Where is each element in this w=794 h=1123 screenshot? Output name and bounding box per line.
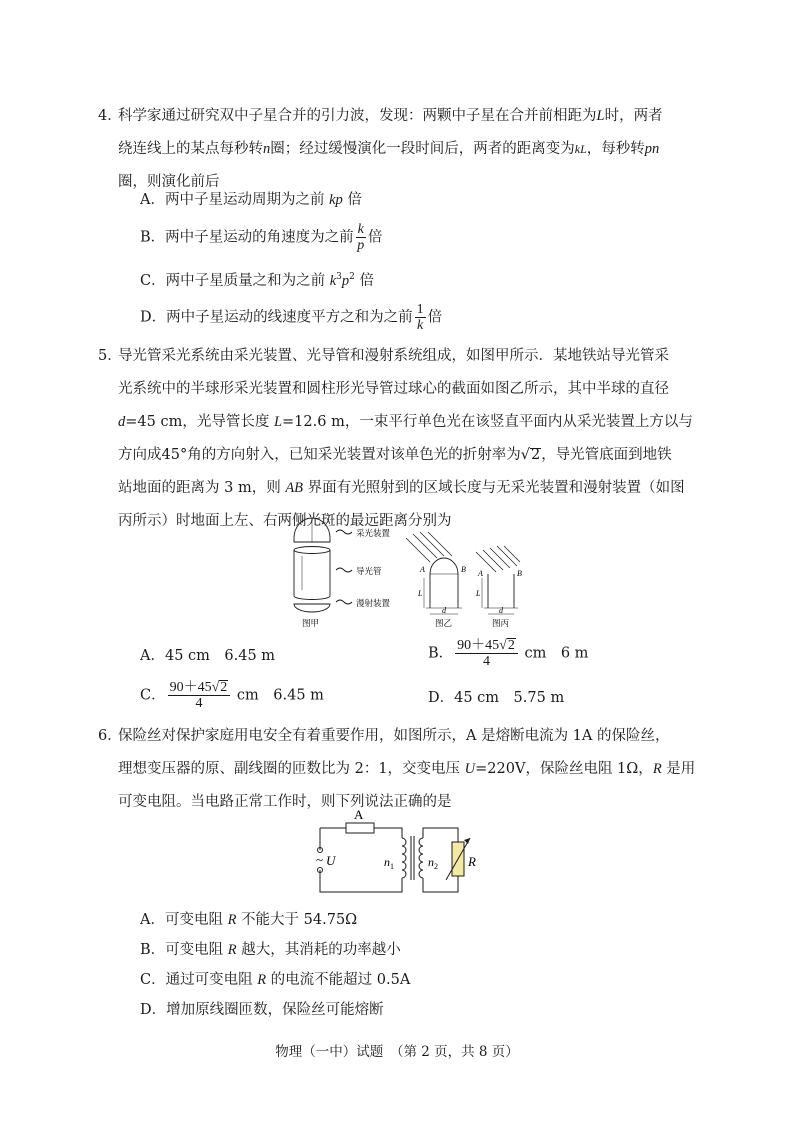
- q5-line-3: d=45 cm，光导管长度 L=12.6 m，一束平行单色光在该竖直平面内从采光装置上方以与: [118, 414, 693, 430]
- n2-label: $n_2$: [428, 855, 438, 871]
- q4-line-3: 圈，则演化前后: [118, 174, 220, 190]
- resistor-label: R: [468, 854, 476, 869]
- q5-line-4: 方向成45°角的方向射入，已知采光装置对该单色光的折射率为√2，导光管底面到地铁: [118, 447, 672, 463]
- label-l-bing: L: [476, 589, 481, 598]
- question-number: 5．: [98, 348, 122, 364]
- fuse-label: A: [354, 808, 364, 822]
- question-number: 6．: [98, 728, 122, 744]
- q5-line-5: 站地面的距离为 3 m，则 AB 界面有光照射到的区域长度与无采光装置和漫射装置（如图: [118, 480, 685, 496]
- q5-line-2: 光系统中的半球形采光装置和圆柱形光导管过球心的截面如图乙所示，其中半球的直径: [118, 381, 669, 397]
- caption-fig-jia: 图甲: [302, 619, 320, 629]
- label-a-yi: A: [420, 565, 425, 574]
- caption-fig-yi: 图乙: [435, 619, 453, 629]
- q5-option-a[interactable]: A．45 cm 6.45 m: [140, 648, 276, 664]
- q6-line-3: 可变电阻。当电路正常工作时，则下列说法正确的是: [118, 794, 452, 810]
- label-collector: 采光装置: [356, 529, 391, 539]
- q6-line-2: 理想变压器的原、副线圈的匝数比为 2：1，交变电压 U=220V，保险丝电阻 1Ω，R 是用: [118, 761, 696, 777]
- question-5: [98, 340, 693, 538]
- q5-line-6: 丙所示）时地面上左、右两侧光斑的最远距离分别为: [118, 513, 452, 529]
- q4-option-d[interactable]: D．两中子星运动的线速度平方之和为之前 $\frac{1}{k}$ 倍: [140, 302, 443, 333]
- q6-option-d[interactable]: D．增加原线圈匝数，保险丝可能熔断: [140, 1002, 384, 1018]
- question-number: 4．: [98, 108, 122, 124]
- label-d-yi: d: [442, 606, 446, 615]
- label-b-yi: B: [461, 565, 466, 574]
- label-a-bing: A: [478, 569, 483, 578]
- q5-line-1: 导光管采光系统由采光装置、光导管和漫射系统组成，如图甲所示．某地铁站导光管采: [118, 348, 669, 364]
- q5-option-d[interactable]: D．45 cm 5.75 m: [428, 690, 565, 706]
- q4-option-a[interactable]: A．两中子星运动周期为之前 kp 倍: [140, 192, 362, 208]
- q6-option-a[interactable]: A．可变电阻 R 不能大于 54.75Ω: [140, 912, 358, 928]
- label-b-bing: B: [517, 569, 522, 578]
- page-footer: 物理（一中）试题 （第 2 页，共 8 页）: [275, 1044, 519, 1060]
- fuse-shape: [346, 823, 374, 833]
- label-d-bing: d: [499, 606, 503, 615]
- q4-line-1: 科学家通过研究双中子星合并的引力波，发现：两颗中子星在合并前相距为L时，两者: [118, 108, 663, 124]
- label-l-yi: L: [418, 589, 423, 598]
- n1-label: $n_1$: [384, 855, 394, 871]
- label-diffuser: 漫射装置: [356, 599, 391, 609]
- ac-source-symbol: ~: [316, 852, 324, 867]
- q5-option-b[interactable]: B． $\frac{90+45√2}{4}$ cm 6 m: [428, 638, 589, 669]
- q4-option-c[interactable]: C．两中子星质量之和为之前 $k^3p^2$ 倍: [140, 272, 374, 289]
- q6-option-b[interactable]: B．可变电阻 R 越大，其消耗的功率越小: [140, 942, 401, 958]
- q6-option-c[interactable]: C．通过可变电阻 R 的电流不能超过 0.5A: [140, 972, 411, 988]
- voltage-label: U: [326, 853, 336, 868]
- caption-fig-bing: 图丙: [492, 619, 510, 629]
- q6-line-1: 保险丝对保护家庭用电安全有着重要作用，如图所示，A 是熔断电流为 1A 的保险丝，: [118, 728, 670, 744]
- question-4: [98, 100, 678, 199]
- q5-option-c[interactable]: C． $\frac{90+45√2}{4}$ cm 6.45 m: [140, 680, 324, 711]
- label-light-pipe: 导光管: [356, 567, 382, 577]
- q4-option-b[interactable]: B．两中子星运动的角速度为之前 $\frac{k}{p}$ 倍: [140, 222, 383, 253]
- q4-line-2: 绕连线上的某点每秒转n圈；经过缓慢演化一段时间后，两者的距离变为kL，每秒转pn: [118, 141, 660, 157]
- light-pipe-figure: [280, 512, 540, 630]
- transformer-circuit: [310, 808, 480, 900]
- question-6: [98, 720, 696, 819]
